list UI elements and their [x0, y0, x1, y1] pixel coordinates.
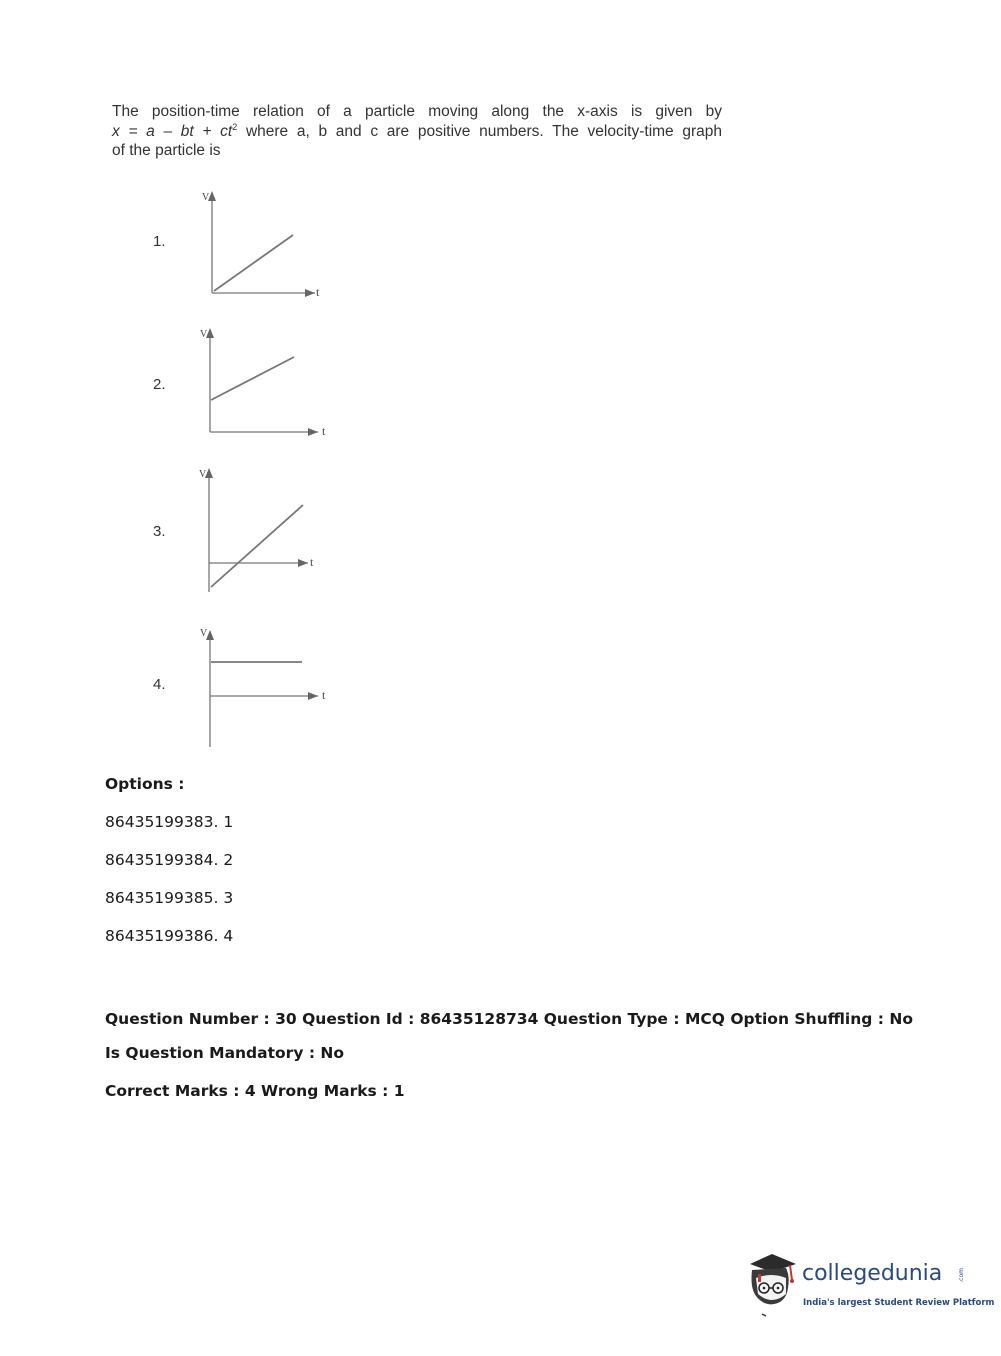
graph-2-velocity-line — [211, 357, 294, 400]
options-heading: Options : — [105, 775, 185, 793]
mascot-icon — [742, 1248, 802, 1320]
graph-3 — [195, 462, 335, 597]
graph-1-label: 1. — [153, 233, 166, 250]
graph-2-label: 2. — [153, 376, 166, 393]
graph-4 — [195, 622, 335, 752]
question-text — [112, 102, 722, 161]
graph-3-velocity-line — [211, 505, 303, 587]
graph-1-velocity-line — [214, 235, 293, 291]
question-line-2 — [112, 122, 722, 142]
graph-4-t-arrow — [308, 692, 318, 700]
logo-name: collegedunia — [802, 1261, 943, 1286]
graph-2-v-label: V — [200, 329, 208, 340]
graph-2 — [195, 322, 335, 442]
graph-1-t-label: t — [316, 285, 320, 299]
graph-1 — [195, 185, 335, 305]
option-3: 86435199385. 3 — [105, 889, 234, 907]
question-line-1: The position-time relation of a particle moving along the x-axis is given by — [112, 103, 722, 120]
question-line-2-rest: where a, b and c are positive numbers. The velocity-time graph — [237, 122, 722, 140]
graph-4-v-label: V — [200, 628, 208, 639]
graph-3-v-label: V — [199, 469, 207, 480]
question-exponent: 2 — [232, 121, 238, 132]
option-2: 86435199384. 2 — [105, 851, 234, 869]
graph-3-t-arrow — [298, 559, 308, 567]
option-4: 86435199386. 4 — [105, 927, 234, 945]
graph-2-t-arrow — [308, 428, 318, 436]
graph-4-t-label: t — [322, 688, 326, 702]
question-equation: x = a – bt + ct — [112, 122, 233, 140]
graph-1-t-arrow — [305, 289, 315, 297]
graph-3-label: 3. — [153, 523, 166, 540]
question-meta-line-2: Is Question Mandatory : No — [105, 1044, 345, 1062]
graph-4-label: 4. — [153, 676, 166, 693]
option-1: 86435199383. 1 — [105, 813, 234, 831]
graph-1-v-label: V — [202, 192, 210, 203]
question-meta-line-1: Question Number : 30 Question Id : 86435128734 Question Type : MCQ Option Shuffling : No — [105, 1010, 913, 1028]
graph-2-t-label: t — [322, 424, 326, 438]
collegedunia-logo — [742, 1248, 995, 1320]
logo-tagline: India's largest Student Review Platform — [803, 1298, 995, 1308]
logo-com: .com — [958, 1268, 965, 1283]
graph-3-t-label: t — [310, 555, 314, 569]
question-line-3: of the particle is — [112, 142, 221, 159]
question-meta-line-3: Correct Marks : 4 Wrong Marks : 1 — [105, 1082, 405, 1100]
